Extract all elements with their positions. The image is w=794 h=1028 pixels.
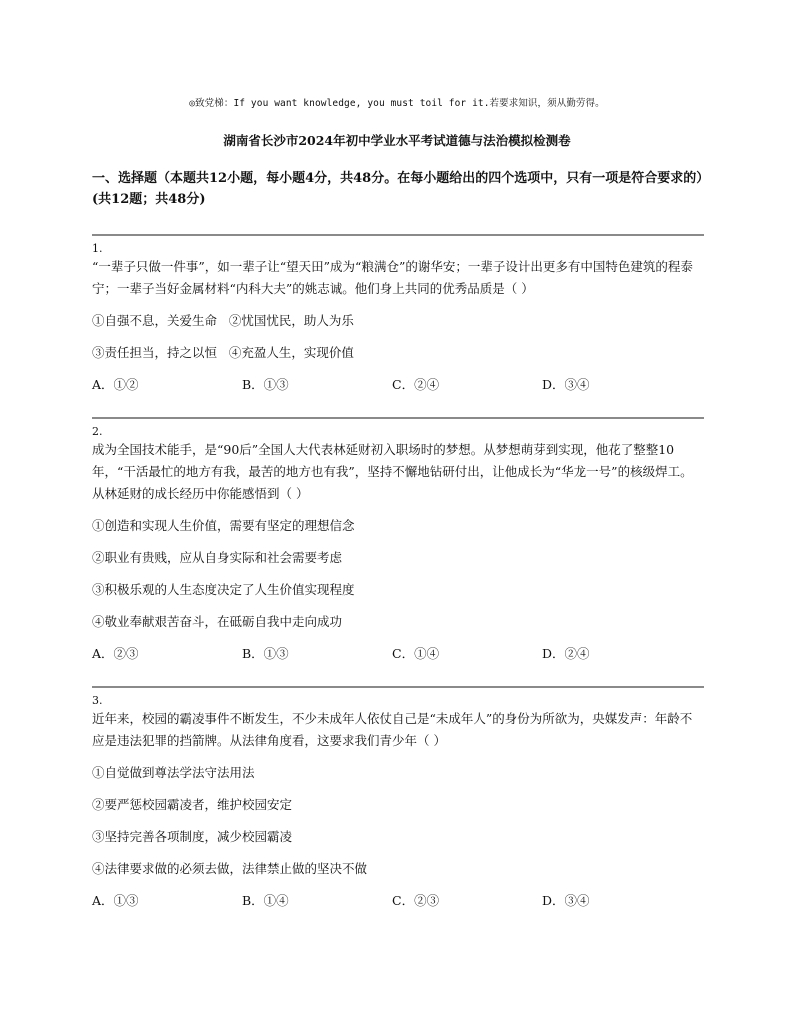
question-number: 1. <box>92 242 103 255</box>
option-line-2: ③责任担当，持之以恒 ④充盈人生，实现价值 <box>92 345 354 360</box>
question-number: 2. <box>92 425 103 438</box>
option-line-2: ②职业有贵贱，应从自身实际和社会需要考虑 <box>92 550 343 565</box>
question-divider <box>92 417 704 419</box>
option-line-3: ③坚持完善各项制度，减少校园霸凌 <box>92 829 293 844</box>
option-line-3: ③积极乐观的人生态度决定了人生价值实现程度 <box>92 582 355 597</box>
answer-b[interactable]: B．①③ <box>242 646 289 661</box>
answer-a[interactable]: A．②③ <box>92 646 139 661</box>
option-line-1: ①自强不息，关爱生命 ②忧国忧民，助人为乐 <box>92 313 354 328</box>
answer-c[interactable]: C．②④ <box>392 377 440 392</box>
answer-choices <box>92 890 704 912</box>
page-motto: ◎致党梯：If you want knowledge, you must toil for it.若要求知识，须从勤劳得。 <box>189 98 605 109</box>
answer-c[interactable]: C．②③ <box>392 893 440 908</box>
answer-a[interactable]: A．①② <box>92 377 139 392</box>
question-2 <box>92 417 704 665</box>
answer-d[interactable]: D．③④ <box>542 377 590 392</box>
question-1 <box>92 234 704 396</box>
question-divider <box>92 234 704 236</box>
option-line-1: ①创造和实现人生价值，需要有坚定的理想信念 <box>92 518 355 533</box>
question-divider <box>92 686 704 688</box>
answer-b[interactable]: B．①④ <box>242 893 289 908</box>
section-heading: 一、选择题（本题共12小题，每小题4分，共48分。在每小题给出的四个选项中，只有一项是符合要求的）(共12题；共48分) <box>92 171 703 207</box>
answer-a[interactable]: A．①③ <box>92 893 139 908</box>
answer-b[interactable]: B．①③ <box>242 377 289 392</box>
option-line-4: ④敬业奉献艰苦奋斗，在砥砺自我中走向成功 <box>92 614 343 629</box>
option-line-2: ②要严惩校园霸凌者，维护校园安定 <box>92 797 293 812</box>
option-line-1: ①自觉做到尊法学法守法用法 <box>92 765 255 780</box>
question-stem: “一辈子只做一件事”，如一辈子让“望天田”成为“粮满仓”的谢华安；一辈子设计出更多有中国特色建筑的程泰宁；一辈子当好金属材料“内科大夫”的姚志诚。他们身上共同的优秀品质是（ ） <box>92 259 693 296</box>
answer-choices <box>92 643 704 665</box>
option-line-4: ④法律要求做的必须去做，法律禁止做的坚决不做 <box>92 861 368 876</box>
question-stem: 成为全国技术能手，是“90后”全国人大代表林延财初入职场时的梦想。从梦想萌芽到实现，他花了整整10年，“干活最忙的地方有我，最苦的地方也有我”，坚持不懈地钻研付出，让他成长为“华龙一号”的核级焊工。从林延财的成长经历中你能感悟到（ ） <box>92 442 693 501</box>
document-title: 湖南省长沙市2024年初中学业水平考试道德与法治模拟检测卷 <box>223 133 571 148</box>
answer-d[interactable]: D．②④ <box>542 646 590 661</box>
answer-c[interactable]: C．①④ <box>392 646 440 661</box>
question-stem: 近年来，校园的霸凌事件不断发生，不少未成年人依仗自己是“未成年人”的身份为所欲为，央媒发声：年龄不应是违法犯罪的挡箭牌。从法律角度看，这要求我们青少年（ ） <box>92 711 693 748</box>
question-3 <box>92 686 704 912</box>
answer-choices <box>92 374 704 396</box>
question-number: 3. <box>92 694 103 707</box>
answer-d[interactable]: D．③④ <box>542 893 590 908</box>
